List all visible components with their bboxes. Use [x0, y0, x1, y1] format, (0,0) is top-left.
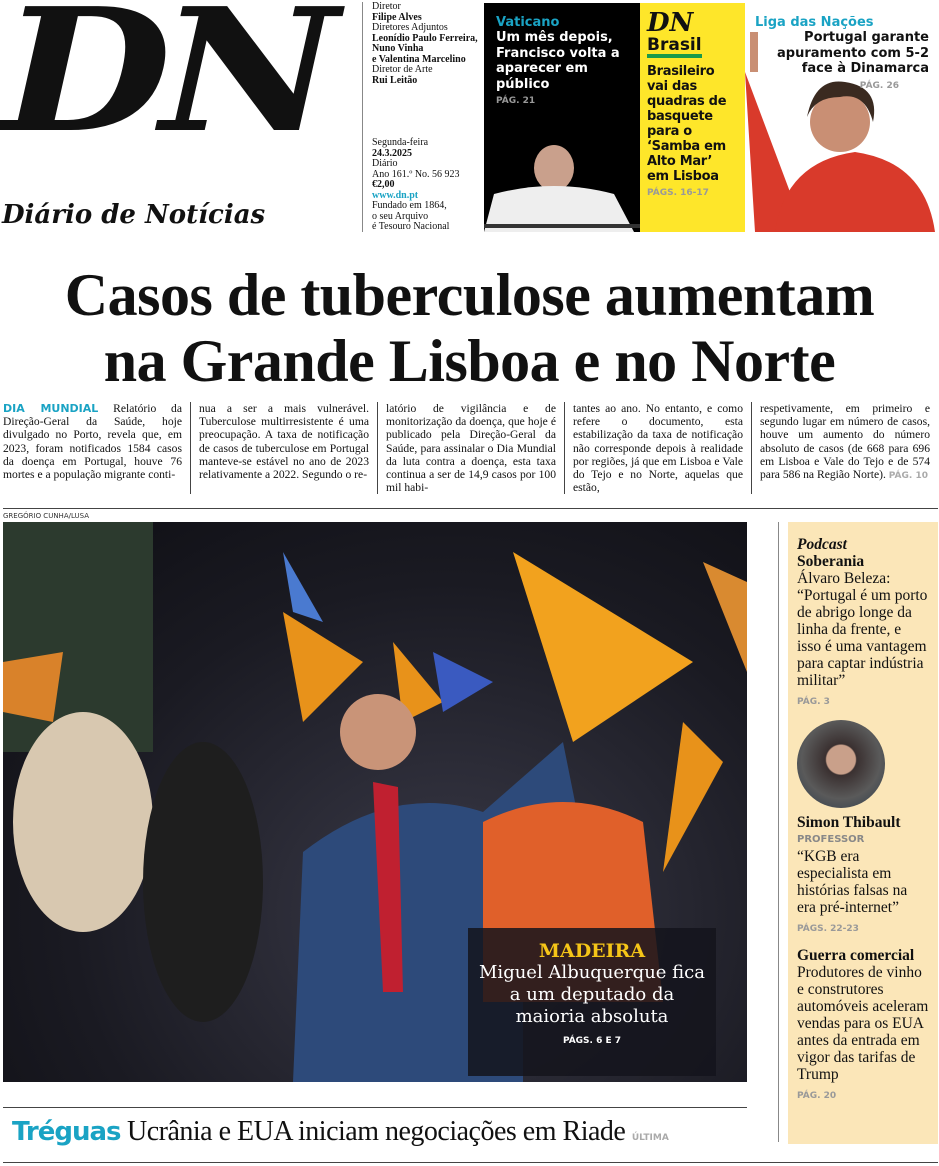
divider	[778, 522, 779, 1142]
adjuncts: Leonídio Paulo Ferreira, Nuno Vinha e Valentina Marcelino	[372, 32, 478, 65]
bottom-teaser[interactable]	[12, 1116, 747, 1148]
teaser-title: Um mês depois, Francisco volta a aparecer em público	[496, 30, 620, 92]
article-column: nua a ser a mais vulnerável. Tuberculose multirresistente é uma preocupação. A taxa de notificação de casos de tuberculose em Portugal manteve-se estável no ano de 2023 relativamente a 2022. Segundo o re-	[190, 402, 377, 494]
person-page: PÁGS. 22-23	[797, 924, 859, 934]
photo-caption[interactable]	[468, 928, 716, 1076]
masthead-info	[372, 2, 482, 233]
divider	[3, 1107, 747, 1108]
teaser-liga-nacoes[interactable]	[745, 3, 939, 232]
bottom-title: Ucrânia e EUA iniciam negociações em Riade	[120, 1116, 632, 1147]
photo-credit: GREGÓRIO CUNHA/LUSA	[3, 512, 90, 520]
date: 24.3.2025	[372, 147, 412, 159]
price: €2,00	[372, 179, 395, 190]
article-column: tantes ao ano. No entanto, e como refere o documento, esta estabilização da taxa de notificação não corresponde depois à realidade por regiões, já que em Lisboa e Vale do Tejo e no Norte, aquelas que estão,	[564, 402, 751, 494]
person-name: Simon Thibault	[797, 814, 901, 831]
trade-teaser[interactable]	[797, 947, 929, 1105]
podcast-page: PÁG. 3	[797, 697, 830, 707]
article-kicker: DIA MUNDIAL	[3, 402, 99, 415]
website-link[interactable]: www.dn.pt	[372, 189, 419, 201]
pope-photo	[484, 142, 640, 232]
article-column: latório de vigilância e de monitorização da doença, que hoje é publicado pela Direção-Geral da Saúde, para assinalar o Dia Mundial da luta contra a doença, esta taxa continua a ser de 14,9 casos por 100 mil habi-	[377, 402, 564, 494]
newspaper-name: Diário de Notícias	[2, 200, 266, 230]
dn-logo: DN	[2, 0, 328, 171]
teaser-page: PÁG. 26	[859, 80, 899, 91]
caption-title: Miguel Albuquerque fica a um deputado da maioria absoluta	[479, 962, 705, 1027]
podcast-label: Podcast	[797, 536, 847, 553]
article-column: DIA MUNDIAL Relatório da Direção-Geral da Saúde, hoje divulgado no Porto, revela que, em 2023, foram notificados 1584 casos da doença em Portugal, houve 76 mortes e a população migrante conti-	[3, 402, 182, 482]
teaser-dn-brasil[interactable]	[640, 3, 745, 232]
weekday: Segunda-feira	[372, 137, 429, 148]
trade-page: PÁG. 20	[797, 1091, 837, 1101]
divider	[3, 508, 938, 509]
person-role: PROFESSOR	[797, 834, 865, 845]
avatar	[797, 720, 885, 808]
teaser-vaticano[interactable]	[484, 3, 640, 232]
podcast-text: Álvaro Beleza: “Portugal é um porto de abrigo longe da linha da frente, e isso é uma vantagem para captar indústria militar”	[797, 570, 928, 689]
director: Filipe Alves	[372, 11, 422, 23]
headline-line: na Grande Lisboa e no Norte	[103, 328, 836, 394]
adjuncts-label: Diretores Adjuntos	[372, 22, 448, 33]
trade-title: Guerra comercial	[797, 947, 915, 964]
podcast-teaser[interactable]	[797, 536, 929, 711]
issue: Ano 161.º No. 56 923	[372, 168, 460, 180]
art-label: Diretor de Arte	[372, 64, 433, 75]
teaser-kicker: Liga das Nações	[755, 15, 874, 30]
director-label: Diretor	[372, 1, 401, 12]
dn-brasil-label: Brasil	[647, 36, 702, 58]
teaser-page: PÁG. 21	[496, 96, 536, 106]
article-column: respetivamente, em primeiro e segundo lugar em número de casos, houve um aumento do número absoluto de casos (de 668 para 696 em Lisboa e Vale do Tejo e de 574 para 586 na Região Norte). PÁG. 10	[751, 402, 938, 494]
trade-text: Produtores de vinho e construtores automóveis aceleram vendas para os EUA antes da entrada em vigor das tarifas de Trump	[797, 964, 929, 1083]
person-quote: “KGB era especialista em histórias falsas na era pré-internet”	[797, 848, 908, 916]
divider	[362, 2, 363, 232]
bottom-kicker: Tréguas	[12, 1117, 121, 1147]
teaser-title: Portugal garante apuramento com 5-2 face à Dinamarca	[776, 30, 929, 76]
teaser-title: Brasileiro vai das quadras de basquete para o ‘Samba em Alto Mar’ em Lisboa	[647, 64, 727, 184]
dn-brasil-logo: DN	[647, 8, 694, 38]
divider	[3, 1162, 938, 1163]
sidebar	[788, 522, 938, 1144]
interview-teaser[interactable]	[797, 720, 929, 938]
founded: Fundado em 1864, o seu Arquivo é Tesouro Nacional	[372, 200, 450, 232]
lead-article	[3, 402, 939, 494]
podcast-title: Soberania	[797, 553, 865, 570]
art-director: Rui Leitão	[372, 74, 418, 86]
frequency: Diário	[372, 158, 398, 169]
headline-line: Casos de tuberculose aumentam	[64, 262, 875, 328]
article-page: PÁG. 10	[888, 471, 928, 482]
bottom-page: ÚLTIMA	[631, 1133, 669, 1143]
main-headline[interactable]	[0, 262, 939, 394]
teaser-page: PÁGS. 16-17	[647, 188, 709, 198]
teaser-kicker: Vaticano	[496, 15, 560, 30]
caption-page: PÁGS. 6 E 7	[562, 1036, 622, 1046]
caption-kicker: MADEIRA	[538, 940, 646, 962]
